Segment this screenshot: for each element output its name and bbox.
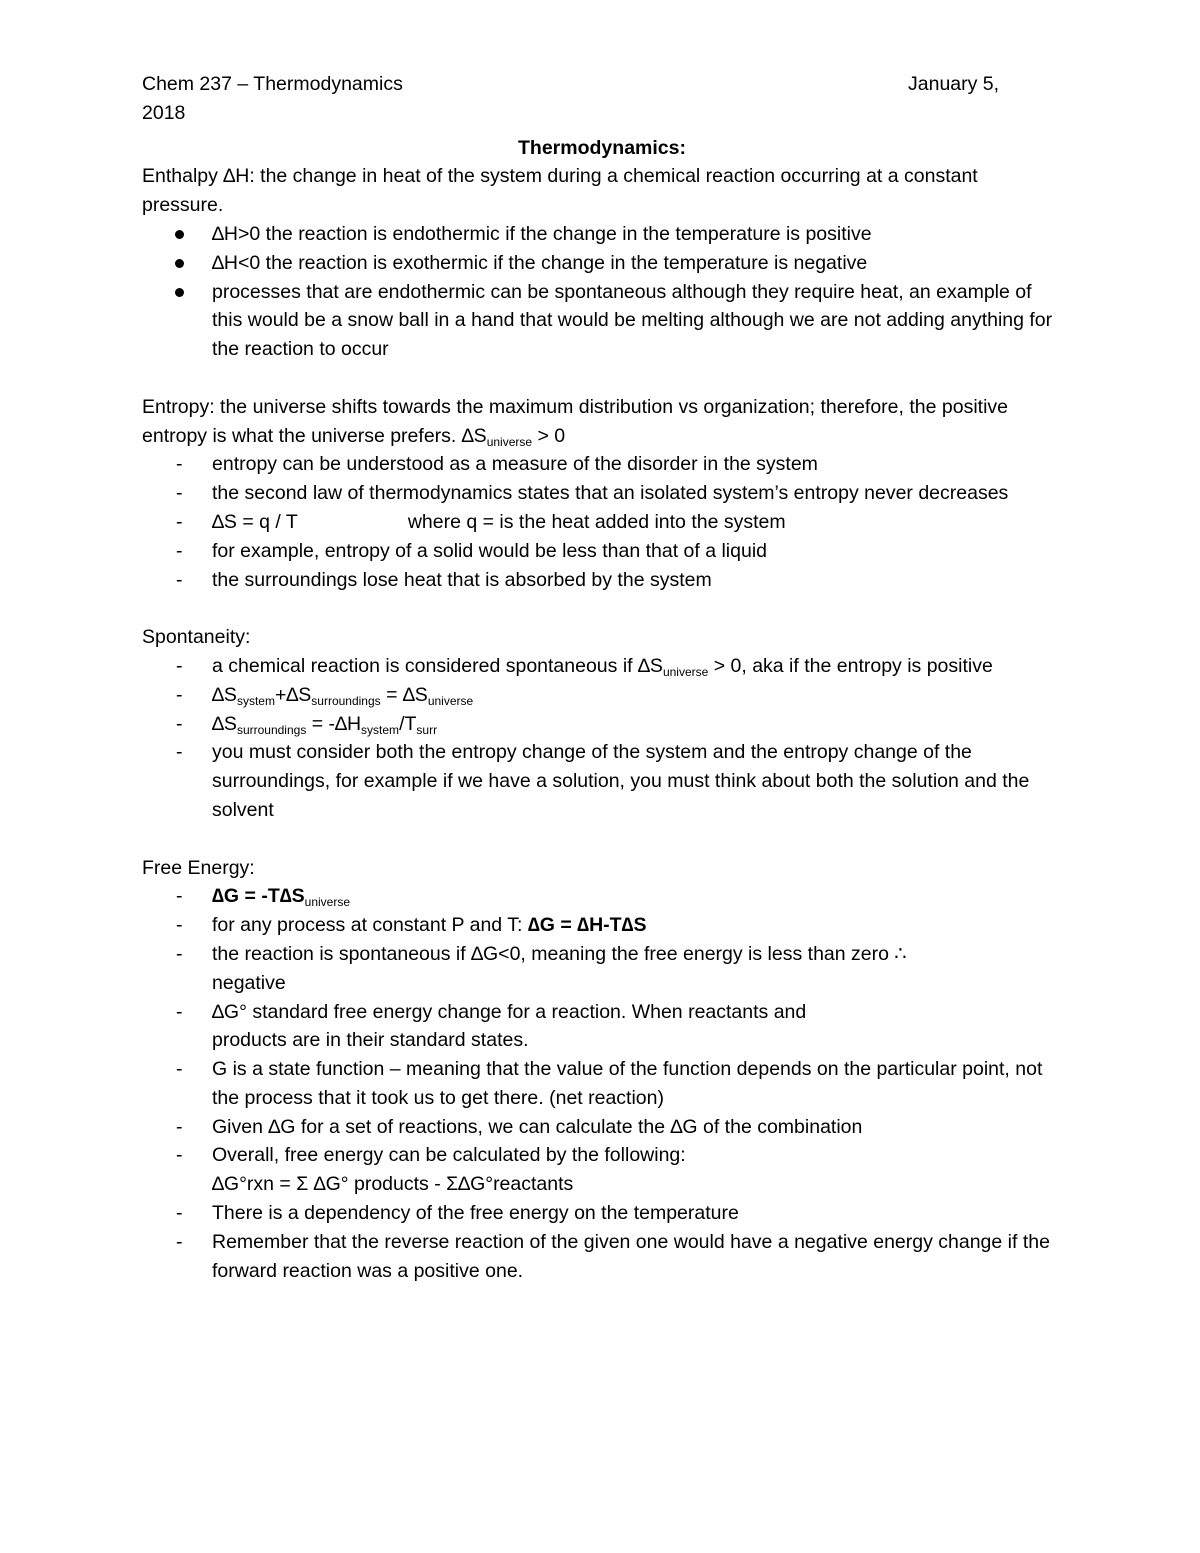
list-item: - $\Delta S_{surroundings} = -\Delta H_{system}/T_{surr}$ [142, 710, 1062, 739]
dash-marker: - [176, 741, 183, 764]
dash-marker: - [176, 1144, 183, 1167]
list-item: - There is a dependency of the free energy on the temperature [142, 1199, 1062, 1228]
bullet-icon [175, 259, 184, 268]
dash-marker: - [176, 539, 183, 562]
spontaneity-heading: Spontaneity: [142, 626, 251, 649]
course-title: Chem 237 – Thermodynamics [142, 73, 403, 95]
dash-marker: - [176, 942, 183, 965]
list-item: - ∆G° standard free energy change for a reaction. When reactants and products are in their standard states. [142, 998, 1062, 1056]
dash-marker: - [176, 654, 183, 677]
spontaneity-list [142, 652, 1062, 825]
list-item: - ∆S = q / T where q = is the heat added into the system [142, 508, 1062, 537]
entropy-list [142, 450, 1062, 594]
list-item: - you must consider both the entropy change of the system and the entropy change of the surroundings, for example if we have a solution, you must think about both the solution and the solvent [142, 738, 1062, 824]
list-item: - entropy can be understood as a measure of the disorder in the system [142, 450, 1062, 479]
dash-marker: - [176, 1115, 183, 1138]
spacer [142, 594, 1062, 623]
dash-marker: - [176, 712, 183, 735]
list-item: - for example, entropy of a solid would be less than that of a liquid [142, 537, 1062, 566]
list-item: - G is a state function – meaning that the value of the function depends on the particular point, not the process that it took us to get there. (net reaction) [142, 1055, 1062, 1113]
list-item: - the second law of thermodynamics states that an isolated system’s entropy never decreases [142, 479, 1062, 508]
dash-marker: - [176, 914, 183, 937]
entropy-intro: Entropy: the universe shifts towards the maximum distribution vs organization; therefore, the positive entropy is what the universe prefers. $\Delta S_{universe} > 0$ [142, 395, 1008, 449]
list-item: - Given ∆G for a set of reactions, we can calculate the ∆G of the combination [142, 1113, 1062, 1142]
dash-marker: - [176, 1230, 183, 1253]
list-item: - Overall, free energy can be calculated by the following: ∆G°rxn = Σ ∆G° products - Σ∆G°reactants [142, 1141, 1062, 1199]
bullet-icon [175, 230, 184, 239]
spacer [142, 825, 1062, 854]
date-year: 2018 [142, 101, 186, 124]
bullet-icon [175, 288, 184, 297]
enthalpy-list [142, 220, 1062, 364]
dash-marker: - [176, 885, 183, 908]
list-item: - $\Delta G = -T\Delta S_{universe}$ [142, 882, 1062, 911]
dash-marker: - [176, 1202, 183, 1225]
list-item: - $\Delta S_{system}+\Delta S_{surroundings} = \Delta S_{universe}$ [142, 681, 1062, 710]
free-energy-list [142, 882, 1062, 1285]
list-item: ∆H<0 the reaction is exothermic if the change in the temperature is negative [142, 249, 1062, 278]
dash-marker: - [176, 1058, 183, 1081]
dash-marker: - [176, 482, 183, 505]
document-page [142, 70, 1062, 1285]
page-title: Thermodynamics: [518, 136, 686, 159]
list-item: - the surroundings lose heat that is absorbed by the system [142, 566, 1062, 595]
list-item: - the reaction is spontaneous if ∆G<0, meaning the free energy is less than zero ∴ negative [142, 940, 1062, 998]
date-label: January 5, [908, 73, 1000, 95]
enthalpy-intro: Enthalpy ∆H: the change in heat of the system during a chemical reaction occurring at a constant pressure. [142, 165, 978, 217]
list-item: processes that are endothermic can be spontaneous although they require heat, an example of this would be a snow ball in a hand that would be melting although we are not adding anything for the reaction to occur [142, 278, 1062, 364]
dash-marker: - [176, 453, 183, 476]
dash-marker: - [176, 510, 183, 533]
list-item: - a chemical reaction is considered spontaneous if $\Delta S_{universe} > 0$, aka if the entropy is positive [142, 652, 1062, 681]
free-energy-heading: Free Energy: [142, 856, 255, 879]
spacer [142, 364, 1062, 393]
list-item: - for any process at constant P and T: ∆G = ∆H-T∆S [142, 911, 1062, 940]
dash-marker: - [176, 1000, 183, 1023]
header-line [142, 70, 1062, 99]
list-item: - Remember that the reverse reaction of the given one would have a negative energy change if the forward reaction was a positive one. [142, 1228, 1062, 1286]
list-item: ∆H>0 the reaction is endothermic if the change in the temperature is positive [142, 220, 1062, 249]
dash-marker: - [176, 683, 183, 706]
dash-marker: - [176, 568, 183, 591]
